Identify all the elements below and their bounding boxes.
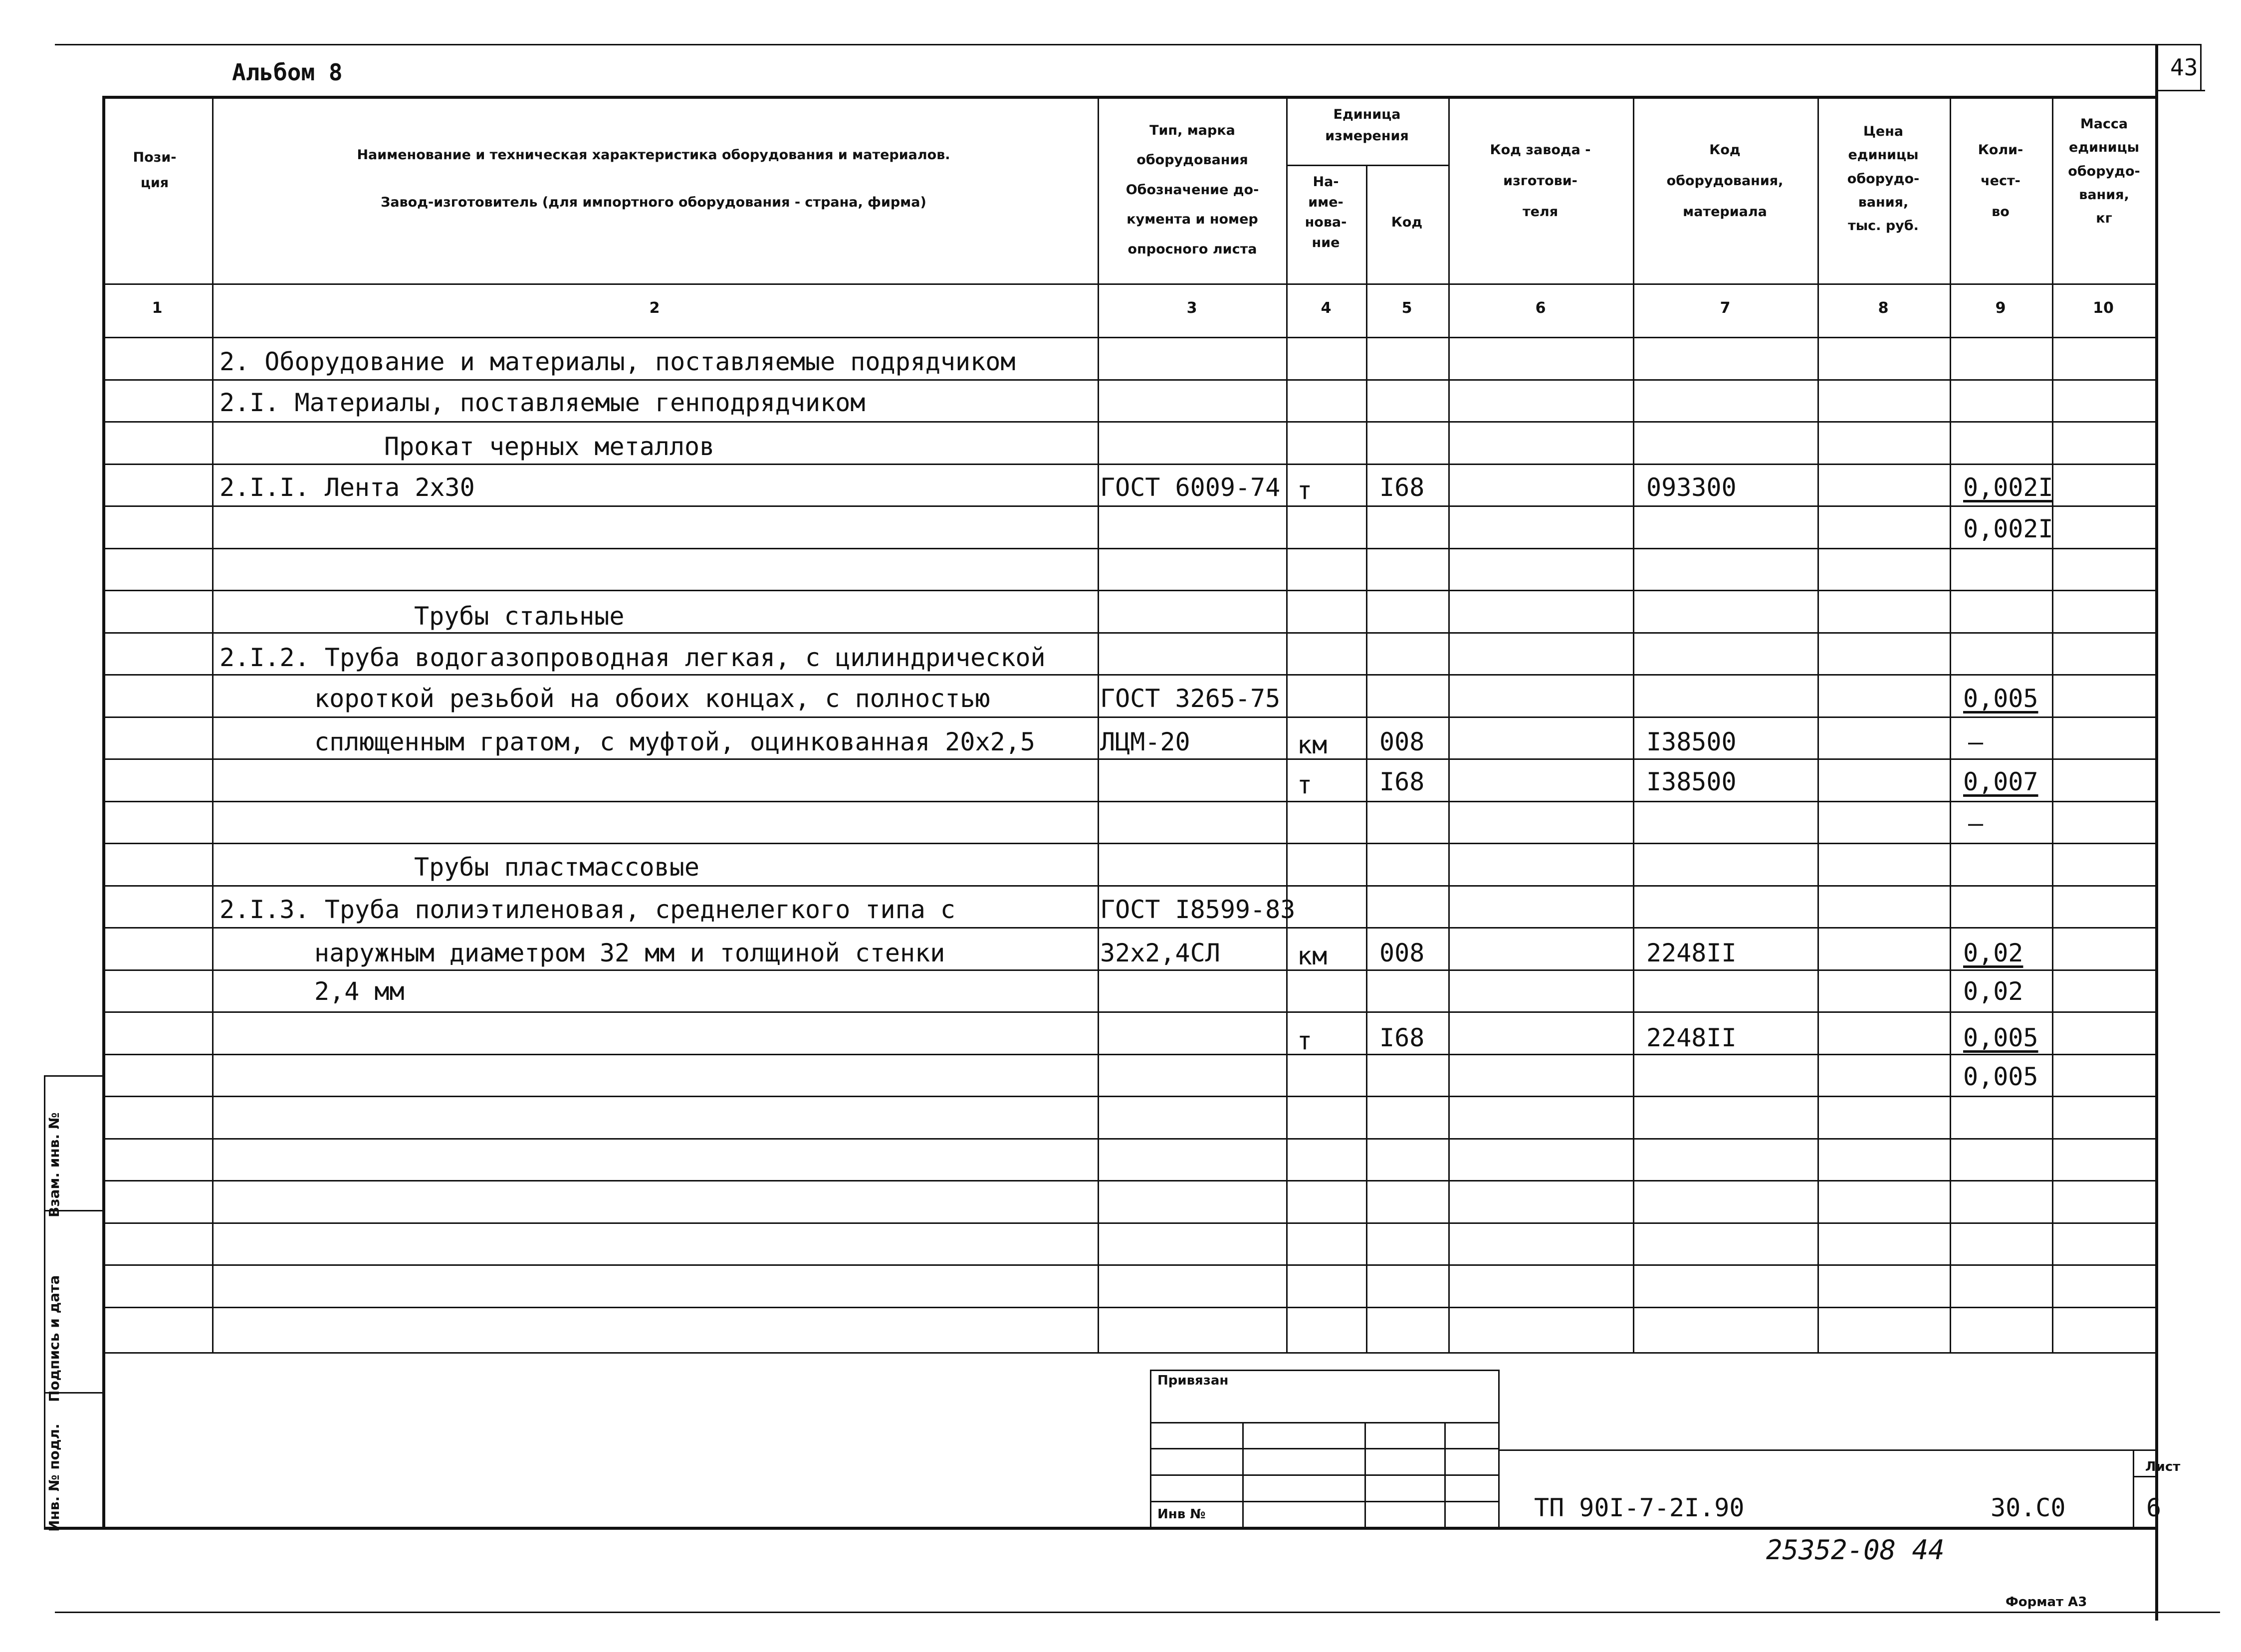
handwritten-number: 25352-08 44 (1766, 1534, 1945, 1566)
row-quantity: 0,002I (1963, 514, 2053, 543)
row-name: 2.I. Материалы, поставляемые генподрядчиком (220, 388, 866, 417)
stamp-title-top (1498, 1449, 2157, 1451)
table-row-line (102, 1096, 2157, 1097)
table-row-line (102, 379, 2157, 381)
row-material-code: 2248II (1646, 1023, 1737, 1052)
row-material-code: I38500 (1646, 727, 1737, 756)
table-row-line (102, 1222, 2157, 1224)
table-row-line (102, 885, 2157, 887)
table-row-line (102, 421, 2157, 423)
table-row-line (102, 674, 2157, 676)
row-quantity: 0,02 (1963, 977, 2023, 1006)
table-column-line (1817, 96, 1819, 1352)
table-column-line (1098, 96, 1099, 1352)
row-name: короткой резьбой на обоих концах, с полностью (314, 684, 990, 713)
row-document: ГОСТ I8599-83 (1100, 895, 1296, 924)
row-unit-code: 008 (1379, 727, 1425, 756)
side-strip-right (102, 1075, 105, 1529)
stamp-line3 (1150, 1474, 1499, 1476)
row-document: 32х2,4СЛ (1100, 939, 1220, 967)
top-border-line (55, 44, 2200, 45)
header-quantity: Коли- чест- во (1978, 142, 2023, 220)
column-number: 10 (2093, 299, 2114, 317)
table-row-line (102, 590, 2157, 591)
table-top-line (102, 96, 2157, 99)
row-quantity: 0,005 (1963, 1062, 2038, 1091)
header-material-code: Код оборудования, материала (1666, 142, 1784, 220)
row-unit-code: 008 (1379, 939, 1425, 967)
frame-bottom-line (44, 1527, 2157, 1530)
stamp-line2 (1150, 1448, 1499, 1449)
table-row-line (102, 1180, 2157, 1181)
table-row-line (102, 548, 2157, 549)
column-number: 3 (1186, 299, 1197, 317)
row-quantity: 0,007 (1963, 767, 2038, 796)
row-unit-code: I68 (1379, 1023, 1425, 1052)
stamp-col2 (1364, 1422, 1366, 1527)
side-label-signature-date: Подпись и дата (46, 1275, 62, 1402)
row-quantity: 0,02 (1963, 939, 2023, 967)
stamp-section-code: 30.С0 (1991, 1493, 2066, 1522)
column-number: 6 (1535, 299, 1546, 317)
row-quantity: – (1968, 727, 1984, 756)
side-strip-left (44, 1075, 45, 1529)
table-row-line (102, 843, 2157, 844)
row-quantity: – (1968, 809, 1984, 838)
stamp-privyazan: Привязан (1157, 1373, 1229, 1388)
table-column-line (212, 96, 214, 1352)
row-name: наружным диаметром 32 мм и толщиной стенки (314, 939, 945, 967)
table-row-line (102, 758, 2157, 760)
stamp-sheet-label: Лист (2145, 1459, 2181, 1474)
stamp-sheet-number: 6 (2146, 1493, 2162, 1522)
header-name-line1: Наименование и техническая характеристика оборудования и материалов. (357, 147, 950, 163)
stamp-sheet-col (2133, 1449, 2134, 1528)
table-row-line (102, 716, 2157, 718)
row-quantity: 0,005 (1963, 684, 2038, 713)
row-unit-code: I68 (1379, 473, 1425, 502)
header-unit-group: Единица измерения (1325, 107, 1409, 144)
table-column-line (1286, 96, 1288, 1352)
column-number: 9 (1995, 299, 2006, 317)
header-unit-price: Цена единицы оборудо- вания, тыс. руб. (1847, 124, 1920, 234)
side-label-vzam-inv: Взам. инв. № (46, 1112, 62, 1217)
column-number: 1 (152, 299, 163, 317)
row-name: Трубы стальные (414, 602, 625, 631)
page-number-box-right (2200, 44, 2202, 91)
table-row-line (102, 632, 2157, 634)
header-bottom-line (102, 283, 2157, 285)
table-row-line (102, 1054, 2157, 1055)
row-unit-name: т (1297, 476, 1313, 505)
column-number: 8 (1878, 299, 1889, 317)
table-column-line (1448, 96, 1450, 1352)
stamp-document-code: ТП 90I-7-2I.90 (1534, 1493, 1745, 1522)
table-column-line (2052, 96, 2053, 1352)
table-row-line (102, 505, 2157, 507)
row-name: сплющенным гратом, с муфтой, оцинкованная 20х2,5 (314, 727, 1035, 756)
body-bottom-line (102, 1352, 2157, 1354)
row-document: ЛЦМ-20 (1100, 727, 1190, 756)
format-label: Формат А3 (2006, 1595, 2087, 1610)
row-unit-name: т (1297, 1026, 1313, 1055)
stamp-col3 (1444, 1422, 1446, 1527)
row-unit-name: км (1297, 730, 1328, 759)
stamp-sheet-line (2133, 1476, 2157, 1477)
album-label: Альбом 8 (232, 59, 343, 86)
column-number: 7 (1720, 299, 1731, 317)
side-strip-top (44, 1075, 104, 1077)
table-row-line (102, 464, 2157, 465)
header-name-line2: Завод-изготовитель (для импортного оборудования - страна, фирма) (381, 195, 926, 210)
header-type-doc: Тип, марка оборудования Обозначение до- кумента и номер опросного листа (1125, 123, 1259, 257)
row-unit-name: км (1297, 942, 1328, 970)
table-row-line (102, 1138, 2157, 1140)
row-name: 2.I.I. Лента 2х30 (220, 473, 475, 502)
row-name: 2,4 мм (314, 977, 405, 1006)
header-unit-code: Код (1391, 215, 1423, 230)
stamp-inv-no: Инв № (1157, 1507, 1206, 1522)
row-unit-name: т (1297, 770, 1313, 799)
row-quantity: 0,002I (1963, 473, 2053, 502)
table-row-line (102, 1264, 2157, 1266)
table-row-line (102, 969, 2157, 971)
table-row-line (102, 1307, 2157, 1308)
table-column-line (2155, 96, 2158, 1352)
row-name: 2.I.2. Труба водогазопроводная легкая, с цилиндрической (220, 643, 1046, 672)
header-position: Пози- ция (133, 150, 177, 191)
row-name: 2. Оборудование и материалы, поставляемые подрядчиком (220, 347, 1016, 376)
side-label-inv-podl: Инв. № подл. (46, 1423, 62, 1532)
header-unit-name: На- име- нова- ние (1305, 174, 1347, 250)
row-document: ГОСТ 6009-74 (1100, 473, 1281, 502)
column-number: 5 (1401, 299, 1412, 317)
row-document: ГОСТ 3265-75 (1100, 684, 1281, 713)
table-column-line (1633, 96, 1634, 1352)
row-material-code: I38500 (1646, 767, 1737, 796)
table-column-line (1950, 96, 1951, 1352)
table-row-line (102, 801, 2157, 802)
bottom-border-line (55, 1612, 2220, 1613)
row-material-code: 093300 (1646, 473, 1737, 502)
column-number: 4 (1321, 299, 1332, 317)
header-factory-code: Код завода - изготови- теля (1490, 142, 1591, 220)
row-name: 2.I.3. Труба полиэтиленовая, среднелегкого типа с (220, 895, 956, 924)
numbers-bottom-line (102, 337, 2157, 338)
row-quantity: 0,005 (1963, 1023, 2038, 1052)
row-material-code: 2248II (1646, 939, 1737, 967)
header-mass: Масса единицы оборудо- вания, кг (2068, 116, 2140, 226)
row-name: Трубы пластмассовые (414, 853, 699, 882)
stamp-top (1150, 1370, 1499, 1371)
stamp-col1 (1242, 1422, 1244, 1527)
table-row-line (102, 927, 2157, 929)
column-number: 2 (649, 299, 660, 317)
stamp-line4 (1150, 1501, 1499, 1502)
page-number: 43 (2170, 54, 2198, 81)
row-unit-code: I68 (1379, 767, 1425, 796)
stamp-line1 (1150, 1422, 1499, 1423)
page-number-box-bottom (2155, 90, 2205, 91)
row-name: Прокат черных металлов (384, 432, 715, 461)
table-row-line (102, 1011, 2157, 1013)
